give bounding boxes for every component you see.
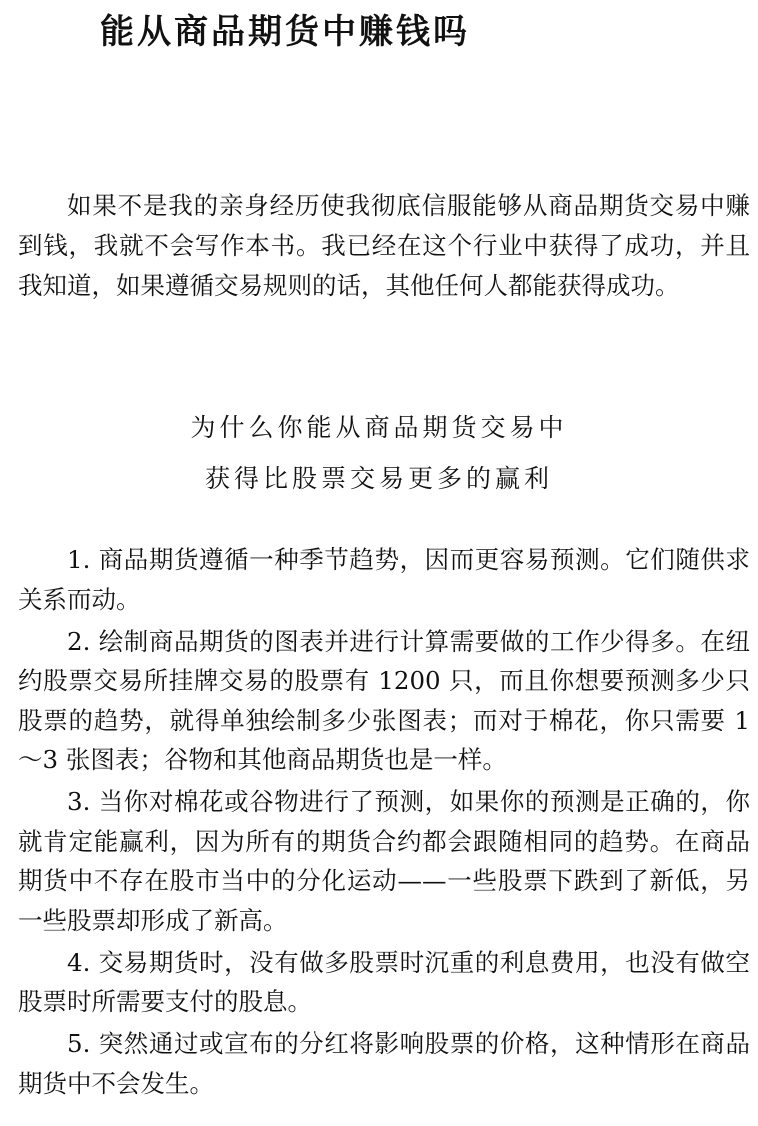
intro-paragraph: 如果不是我的亲身经历使我彻底信服能够从商品期货交易中赚到钱，我就不会写作本书。我已经在这个行业中获得了成功，并且我知道，如果遵循交易规则的话，其他任何人都能获得成功。 bbox=[18, 191, 750, 300]
list-item: 1. 商品期货遵循一种季节趋势，因而更容易预测。它们随供求关系而动。 bbox=[18, 545, 750, 614]
section-heading-line-2: 获得比股票交易更多的赢利 bbox=[204, 464, 553, 493]
list-item: 4. 交易期货时，没有做多股票时沉重的利息费用，也没有做空股票时所需要支付的股息。 bbox=[18, 947, 750, 1016]
section-heading-line-1: 为什么你能从商品期货交易中 bbox=[190, 413, 568, 442]
list-item: 3. 当你对棉花或谷物进行了预测，如果你的预测是正确的，你就肯定能赢利，因为所有的期货合约都会跟随相同的趋势。在商品期货中不存在股市当中的分化运动——一些股票下跌到了新低，另一些股票却形成了新高。 bbox=[18, 787, 750, 935]
list-item: 5. 突然通过或宣布的分红将影响股票的价格，这种情形在商品期货中不会发生。 bbox=[18, 1029, 750, 1098]
page-title: 能从商品期货中赚钱吗 bbox=[100, 12, 470, 52]
reasons-list bbox=[18, 540, 750, 1106]
list-item: 2. 绘制商品期货的图表并进行计算需要做的工作少得多。在纽约股票交易所挂牌交易的股票有 1200 只，而且你想要预测多少只股票的趋势，就得单独绘制多少张图表；而对于棉花，你只需要 1～3 张图表；谷物和其他商品期货也是一样。 bbox=[18, 626, 750, 774]
